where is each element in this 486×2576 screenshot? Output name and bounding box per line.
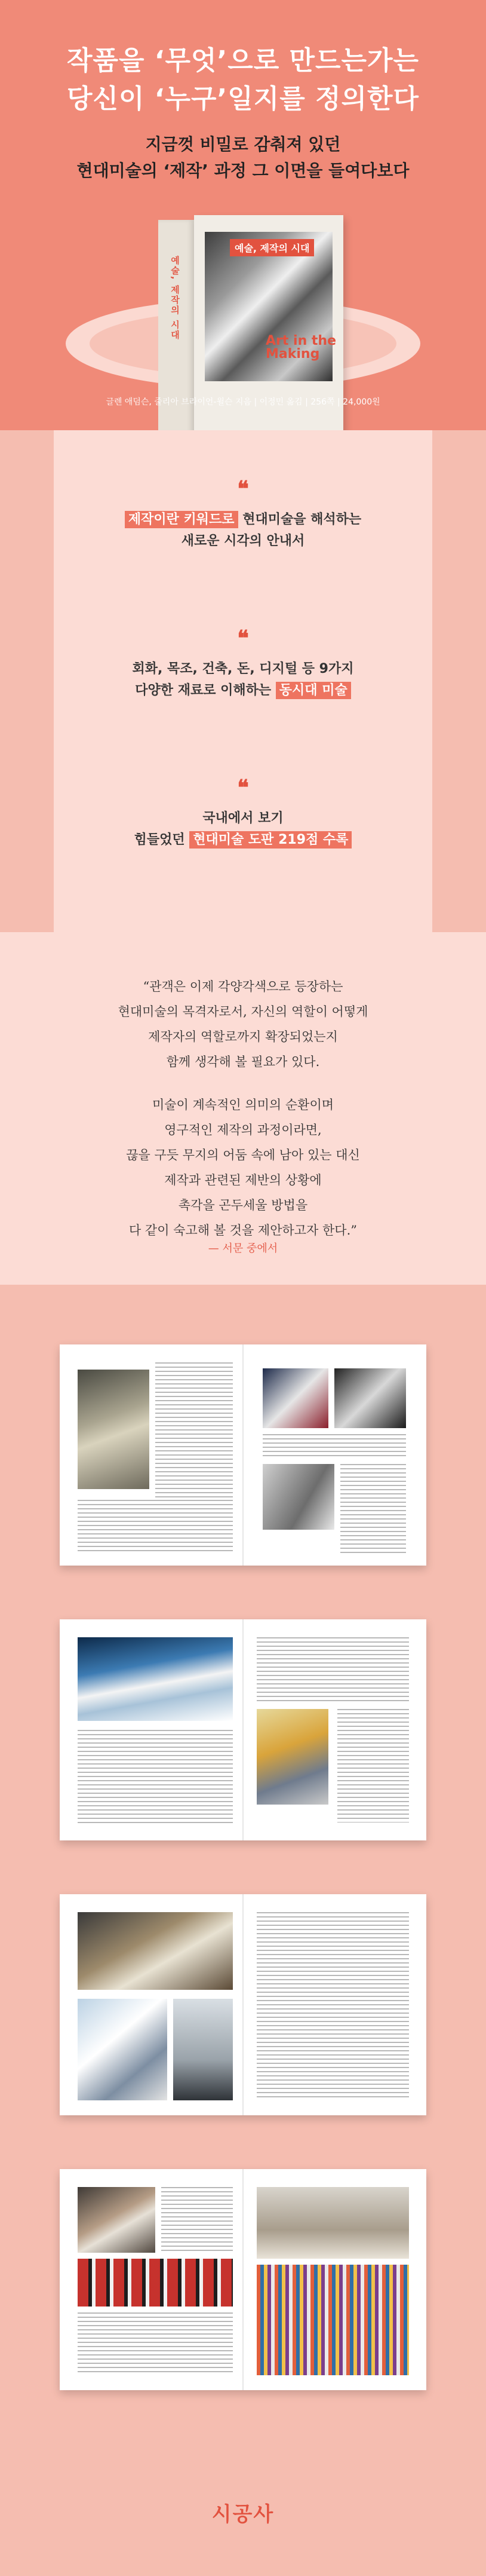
feature-3 [54,777,432,851]
quote-line: 촉각을 곤두세울 방법을 [178,1198,308,1212]
feature-1-line-1 [54,509,432,531]
feature-2-text: 다양한 재료로 이해하는 [135,683,276,698]
spread-text-block [161,2187,233,2253]
spread-text-block [155,1362,233,1500]
spread-text-block [78,1730,233,1825]
book-spread-1 [60,1344,426,1566]
book-spread-4 [60,2169,426,2390]
spread-gutter [242,1619,244,1840]
quote-source: — 서문 중에서 [208,1242,278,1255]
headline-line-2: 당신이 ‘누구’일지를 정의한다 [66,84,420,114]
subtitle-line-1: 지금껏 비밀로 감춰져 있던 [145,134,341,154]
feature-1 [54,478,432,552]
feature-3-line-2 [54,829,432,851]
spread-text-block [337,1709,409,1823]
quote-line: 영구적인 제작의 과정이라면, [164,1123,322,1137]
feature-2 [54,627,432,702]
quote-line: 미술이 계속적인 의미의 순환이며 [152,1098,334,1112]
book-cover [194,215,343,466]
book-spread-2 [60,1619,426,1840]
features-section [0,430,486,932]
subtitle-line-2: 현대미술의 ‘제작’ 과정 그 이면을 들여다보다 [76,161,410,180]
spread-image [257,2265,409,2375]
quote-mark-icon: ❝ [237,626,249,651]
book-spine-title: 예술, 제작의 시대 [170,256,180,341]
spread-text-block [257,1637,409,1703]
spread-image [78,1912,233,1990]
footer-section [0,2456,486,2576]
spread-text-block [78,2312,233,2375]
quote-paragraph-1 [0,974,486,1074]
feature-3-text: 힘들었던 [134,832,190,847]
quote-line: 제작과 관련된 제반의 상황에 [164,1173,322,1187]
quote-line: 제작자의 역할로까지 확장되었는지 [148,1030,338,1044]
features-panel [54,430,432,932]
spread-gutter [242,1344,244,1566]
quote-line: 현대미술의 목격자로서, 자신의 역할이 어떻게 [118,1004,368,1019]
spread-image [173,1999,233,2100]
quote-line: 다 같이 숙고해 볼 것을 제안하고자 한다.” [128,1223,358,1238]
spread-image [78,1999,167,2100]
spread-image [78,1370,149,1489]
spread-image [334,1368,406,1428]
book-spine [158,220,194,461]
book-spread-3 [60,1894,426,2115]
publisher-logo: 시공사 [211,2503,275,2526]
spread-text-block [340,1464,406,1554]
hero-section [0,0,486,418]
feature-2-highlight: 동시대 미술 [276,682,351,699]
quote-line: 끊을 구듯 무지의 어둠 속에 남아 있는 대신 [126,1148,360,1162]
spread-gutter [242,2169,244,2390]
book-cover-english-title: Art in the Making [266,333,337,362]
quote-mark-icon: ❝ [237,476,249,501]
spread-gutter [242,1894,244,2115]
feature-1-text: 현대미술을 해석하는 [238,512,362,527]
headline-line-1: 작품을 ‘무엇’으로 만드는가는 [66,45,420,76]
spread-image [263,1368,328,1428]
quote-line: “관객은 이제 각양각색으로 등장하는 [143,979,343,994]
spread-image [78,2259,233,2307]
spread-image [257,2187,409,2259]
feature-2-line-1: 회화, 목조, 건축, 돈, 디지털 등 9가지 [132,661,354,676]
feature-1-line-2: 새로운 시각의 안내서 [181,534,305,549]
hero-headline [0,42,486,118]
book-info-caption: 글렌 애덤슨, 줄리아 브라이언-윌슨 지음 | 이정민 옮김 | 256쪽 | 24,000원 [106,397,380,407]
hero-subtitle [0,131,486,184]
feature-3-line-1: 국내에서 보기 [202,811,284,826]
spread-text-block [263,1434,406,1458]
spread-image [263,1464,334,1530]
spread-image [257,1709,328,1805]
book-cover-title: 예술, 제작의 시대 [230,239,314,256]
preface-quote-section [0,932,486,1285]
preface-quote [0,974,486,1243]
quote-mark-icon: ❝ [237,775,249,800]
book-spreads-section [0,1285,486,2456]
spread-text-block [257,1912,409,2100]
quote-line: 함께 생각해 볼 필요가 있다. [166,1055,320,1069]
feature-1-highlight: 제작이란 키워드로 [125,511,238,528]
quote-paragraph-2 [0,1092,486,1243]
book-image [158,215,337,466]
spread-image [78,1637,233,1721]
spread-image [78,2187,155,2253]
feature-3-highlight: 현대미술 도판 219점 수록 [189,831,352,849]
feature-2-line-2 [54,680,432,702]
spread-text-block [78,1500,233,1554]
